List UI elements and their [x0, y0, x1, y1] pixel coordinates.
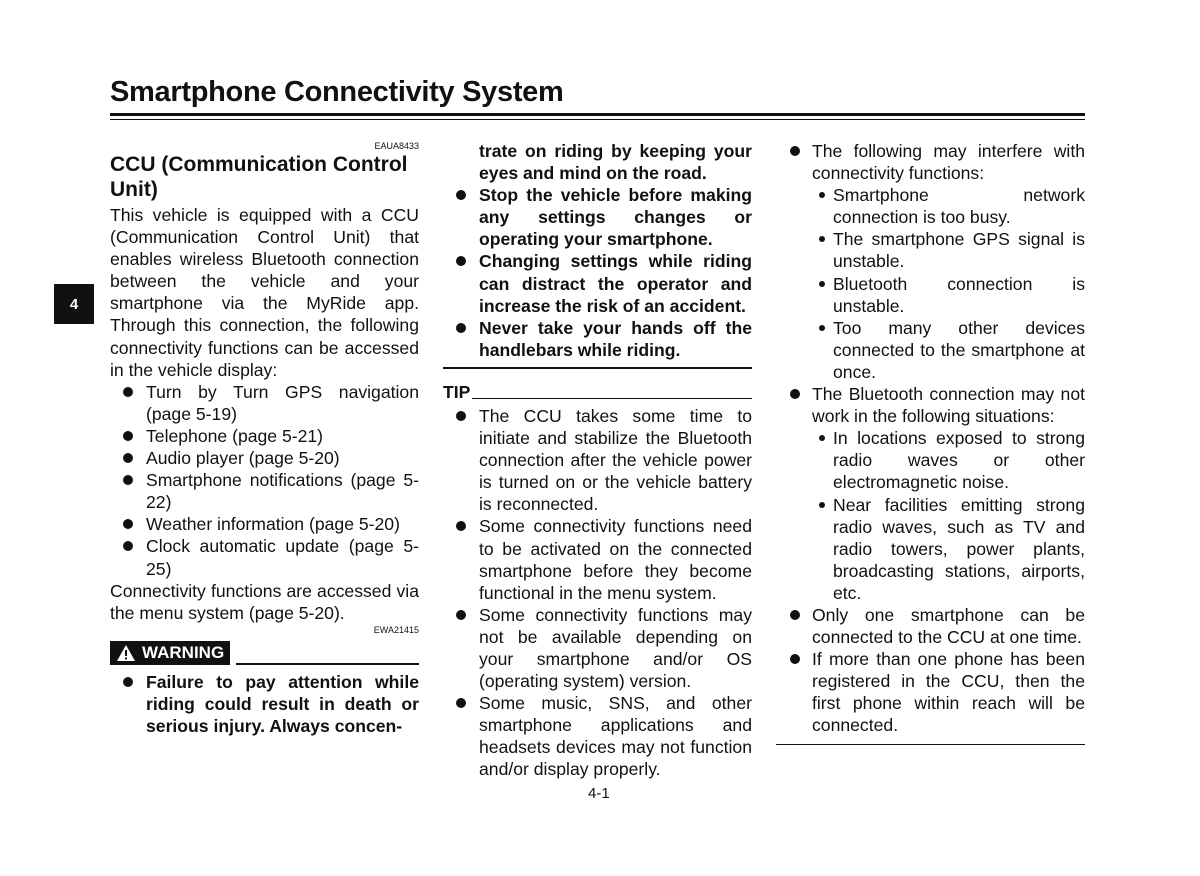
sub-item: Too many other devices connected to the smartphone at once. — [812, 317, 1085, 383]
function-list — [110, 381, 419, 580]
title-rule-thick — [110, 113, 1085, 116]
tip-item-text: The Bluetooth connection may not work in the following situations: — [812, 384, 1085, 427]
tip-item: If more than one phone has been registered in the CCU, then the first phone within reach will be connected. — [776, 648, 1085, 736]
section-code: EAUA8433 — [374, 141, 419, 151]
column-1 — [110, 140, 419, 737]
tip-end-rule — [776, 744, 1085, 745]
list-item: Clock automatic update (page 5-25) — [110, 535, 419, 579]
tip-item — [776, 140, 1085, 184]
column-2 — [443, 140, 752, 781]
warning-header — [110, 641, 419, 665]
interference-sublist — [812, 184, 1085, 383]
warning-item: Stop the vehicle before making any settings changes or operating your smartphone. — [443, 184, 752, 250]
warning-label: WARNING — [142, 643, 225, 663]
intro-paragraph: This vehicle is equipped with a CCU (Communication Control Unit) that enables wireless Bluetooth connection between the vehicle and your smartphone via the MyRide app. Through this connection, the following connectivity functions can be accessed in the vehicle display: — [110, 205, 419, 380]
warning-badge — [110, 641, 230, 665]
tip-item: Only one smartphone can be connected to the CCU at one time. — [776, 604, 1085, 648]
outro-paragraph: Connectivity functions are accessed via the menu system (page 5-20). — [110, 580, 419, 623]
sub-item: The smartphone GPS signal is unstable. — [812, 228, 1085, 272]
tip-item: Some connectivity functions may not be available depending on your smartphone and/or OS (operating system) version. — [443, 604, 752, 692]
list-item: Turn by Turn GPS navigation (page 5-19) — [110, 381, 419, 425]
warning-list — [110, 671, 419, 737]
page-number: 4-1 — [588, 785, 610, 802]
warning-continued: trate on riding by keeping your eyes and mind on the road. — [479, 141, 752, 184]
tip-item — [776, 383, 1085, 427]
chapter-tab: 4 — [54, 284, 94, 324]
warning-code: EWA21415 — [373, 624, 419, 635]
warning-item: Never take your hands off the handlebars while riding. — [443, 317, 752, 361]
warning-triangle-icon — [116, 644, 136, 662]
page-title: Smartphone Connectivity System — [110, 76, 564, 108]
tip-list-continued-2 — [776, 383, 1085, 427]
situations-sublist — [812, 427, 1085, 604]
tip-list-continued — [776, 140, 1085, 184]
tip-rule — [472, 398, 752, 399]
tip-label: TIP — [443, 381, 471, 402]
tip-list-continued-3 — [776, 604, 1085, 737]
sub-item: Near facilities emitting strong radio waves, such as TV and radio towers, power plants, broadcasting stations, airports, etc. — [812, 494, 1085, 604]
list-item: Telephone (page 5-21) — [110, 425, 419, 447]
warning-rule — [236, 663, 419, 665]
warning-item: Changing settings while riding can distract the operator and increase the risk of an accident. — [443, 250, 752, 316]
tip-item: Some connectivity functions need to be activated on the connected smartphone before they become functional in the menu system. — [443, 515, 752, 603]
section-title: CCU (Communication Control Unit) — [110, 153, 408, 201]
warning-item: Failure to pay attention while riding could result in death or serious injury. Always concen- — [110, 671, 419, 737]
tip-item: Some music, SNS, and other smartphone applications and headsets devices may not function and/or display properly. — [443, 692, 752, 780]
tip-item: The CCU takes some time to initiate and stabilize the Bluetooth connection after the vehicle power is turned on or the vehicle battery is reconnected. — [443, 405, 752, 515]
tip-item-text: The following may interfere with connectivity functions: — [812, 141, 1085, 184]
column-3 — [776, 140, 1085, 745]
list-item: Weather information (page 5-20) — [110, 513, 419, 535]
tip-header — [443, 381, 752, 403]
list-item: Smartphone notifications (page 5-22) — [110, 469, 419, 513]
list-item: Audio player (page 5-20) — [110, 447, 419, 469]
sub-item: Smartphone network connection is too busy. — [812, 184, 1085, 228]
sub-item: Bluetooth connection is unstable. — [812, 273, 1085, 317]
tip-list — [443, 405, 752, 781]
warning-end-rule — [443, 367, 752, 369]
sub-item: In locations exposed to strong radio waves or other electromagnetic noise. — [812, 427, 1085, 493]
warning-list-continued — [443, 184, 752, 361]
title-rule-thin — [110, 119, 1085, 120]
